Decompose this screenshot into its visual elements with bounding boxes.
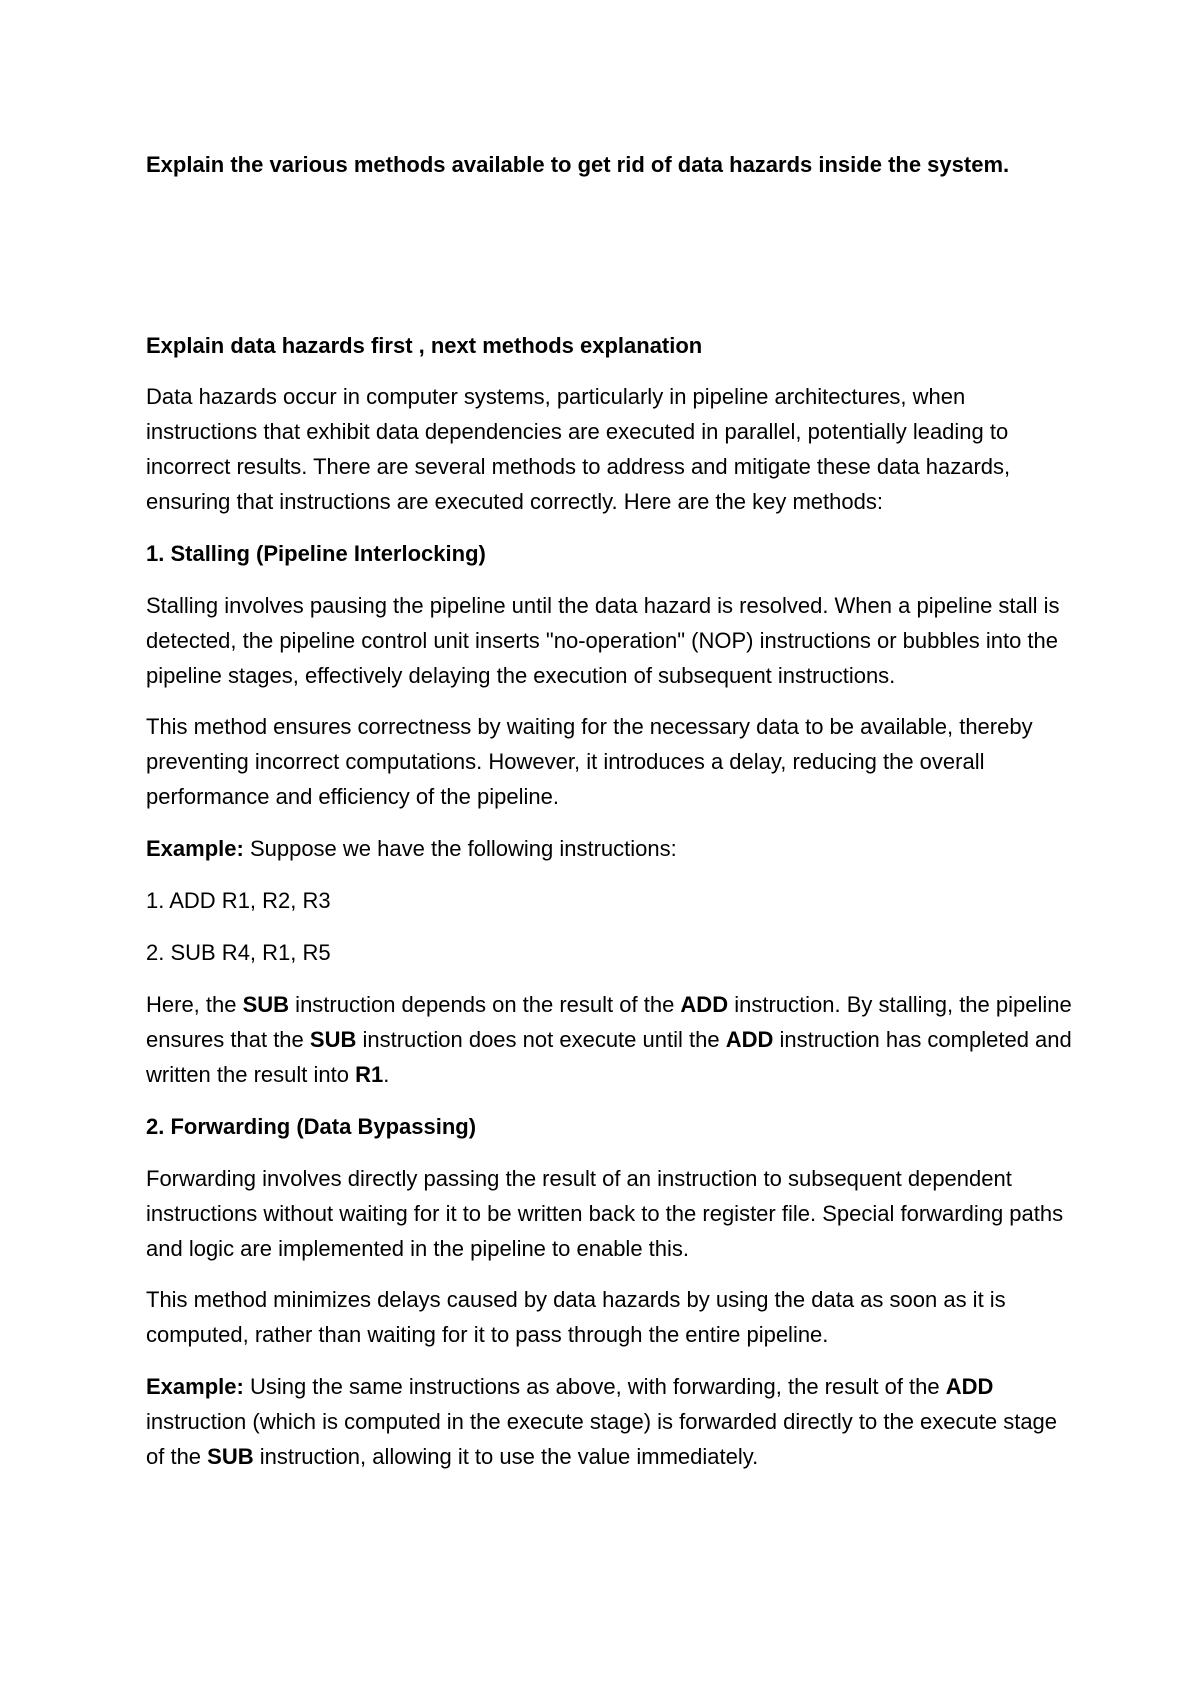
explanation-text: instruction depends on the result of the (289, 992, 681, 1017)
example-text: instruction, allowing it to use the value immediately. (253, 1444, 759, 1469)
example-text: instruction (which is computed in the execute stage) is forwarded directly to the execute stage of the (146, 1409, 1058, 1469)
blank-space (146, 182, 1076, 328)
explanation-text: Here, the (146, 992, 243, 1017)
example-text: Suppose we have the following instructions: (243, 836, 677, 861)
example-bold-term: ADD (945, 1374, 994, 1399)
section-1-heading: 1. Stalling (Pipeline Interlocking) (146, 541, 486, 566)
intro-paragraph: Data hazards occur in computer systems, particularly in pipeline architectures, when instructions that exhibit data dependencies are executed in parallel, potentially leading to incorrect results. There are several methods to address and mitigate these data hazards, ensuring that instructions are executed correctly. Here are the key methods: (146, 384, 1011, 514)
question-heading: Explain the various methods available to get rid of data hazards inside the system. (146, 152, 1010, 177)
intro-heading: Explain data hazards first , next methods explanation (146, 333, 703, 358)
section-1-paragraph-2: This method ensures correctness by waiting for the necessary data to be available, thereby preventing incorrect computations. However, it introduces a delay, reducing the overall performance and efficiency of the pipeline. (146, 714, 1033, 809)
explanation-bold-term: ADD (725, 1027, 774, 1052)
section-1-paragraph-1: Stalling involves pausing the pipeline until the data hazard is resolved. When a pipeline stall is detected, the pipeline control unit inserts "no-operation" (NOP) instructions or bubbles into the pipeline stages, effectively delaying the execution of subsequent instructions. (146, 593, 1060, 688)
explanation-text: . (383, 1062, 390, 1087)
explanation-text: instruction. By stalling, the pipeline ensures that the (146, 992, 1072, 1052)
example-label: Example: (146, 1374, 244, 1399)
section-2-example (146, 1369, 1076, 1474)
explanation-bold-term: SUB (242, 992, 290, 1017)
explanation-text: instruction has completed and written the result into (146, 1027, 1072, 1087)
section-1-explanation (146, 987, 1076, 1092)
explanation-bold-term: R1 (355, 1062, 384, 1087)
section-2-paragraph-1: Forwarding involves directly passing the result of an instruction to subsequent dependent instructions without waiting for it to be written back to the register file. Special forwarding paths and logic are implemented in the pipeline to enable this. (146, 1166, 1064, 1261)
explanation-text: instruction does not execute until the (356, 1027, 726, 1052)
instruction-2: 2. SUB R4, R1, R5 (146, 940, 331, 965)
section-2-heading: 2. Forwarding (Data Bypassing) (146, 1114, 477, 1139)
section-1-example (146, 831, 1076, 866)
explanation-bold-term: SUB (309, 1027, 357, 1052)
section-2-paragraph-2: This method minimizes delays caused by data hazards by using the data as soon as it is computed, rather than waiting for it to pass through the entire pipeline. (146, 1287, 1006, 1347)
instruction-1: 1. ADD R1, R2, R3 (146, 888, 331, 913)
example-text: Using the same instructions as above, with forwarding, the result of the (243, 1374, 946, 1399)
document-body (146, 147, 1076, 1474)
explanation-bold-term: ADD (680, 992, 729, 1017)
example-label: Example: (146, 836, 244, 861)
example-bold-term: SUB (207, 1444, 254, 1469)
